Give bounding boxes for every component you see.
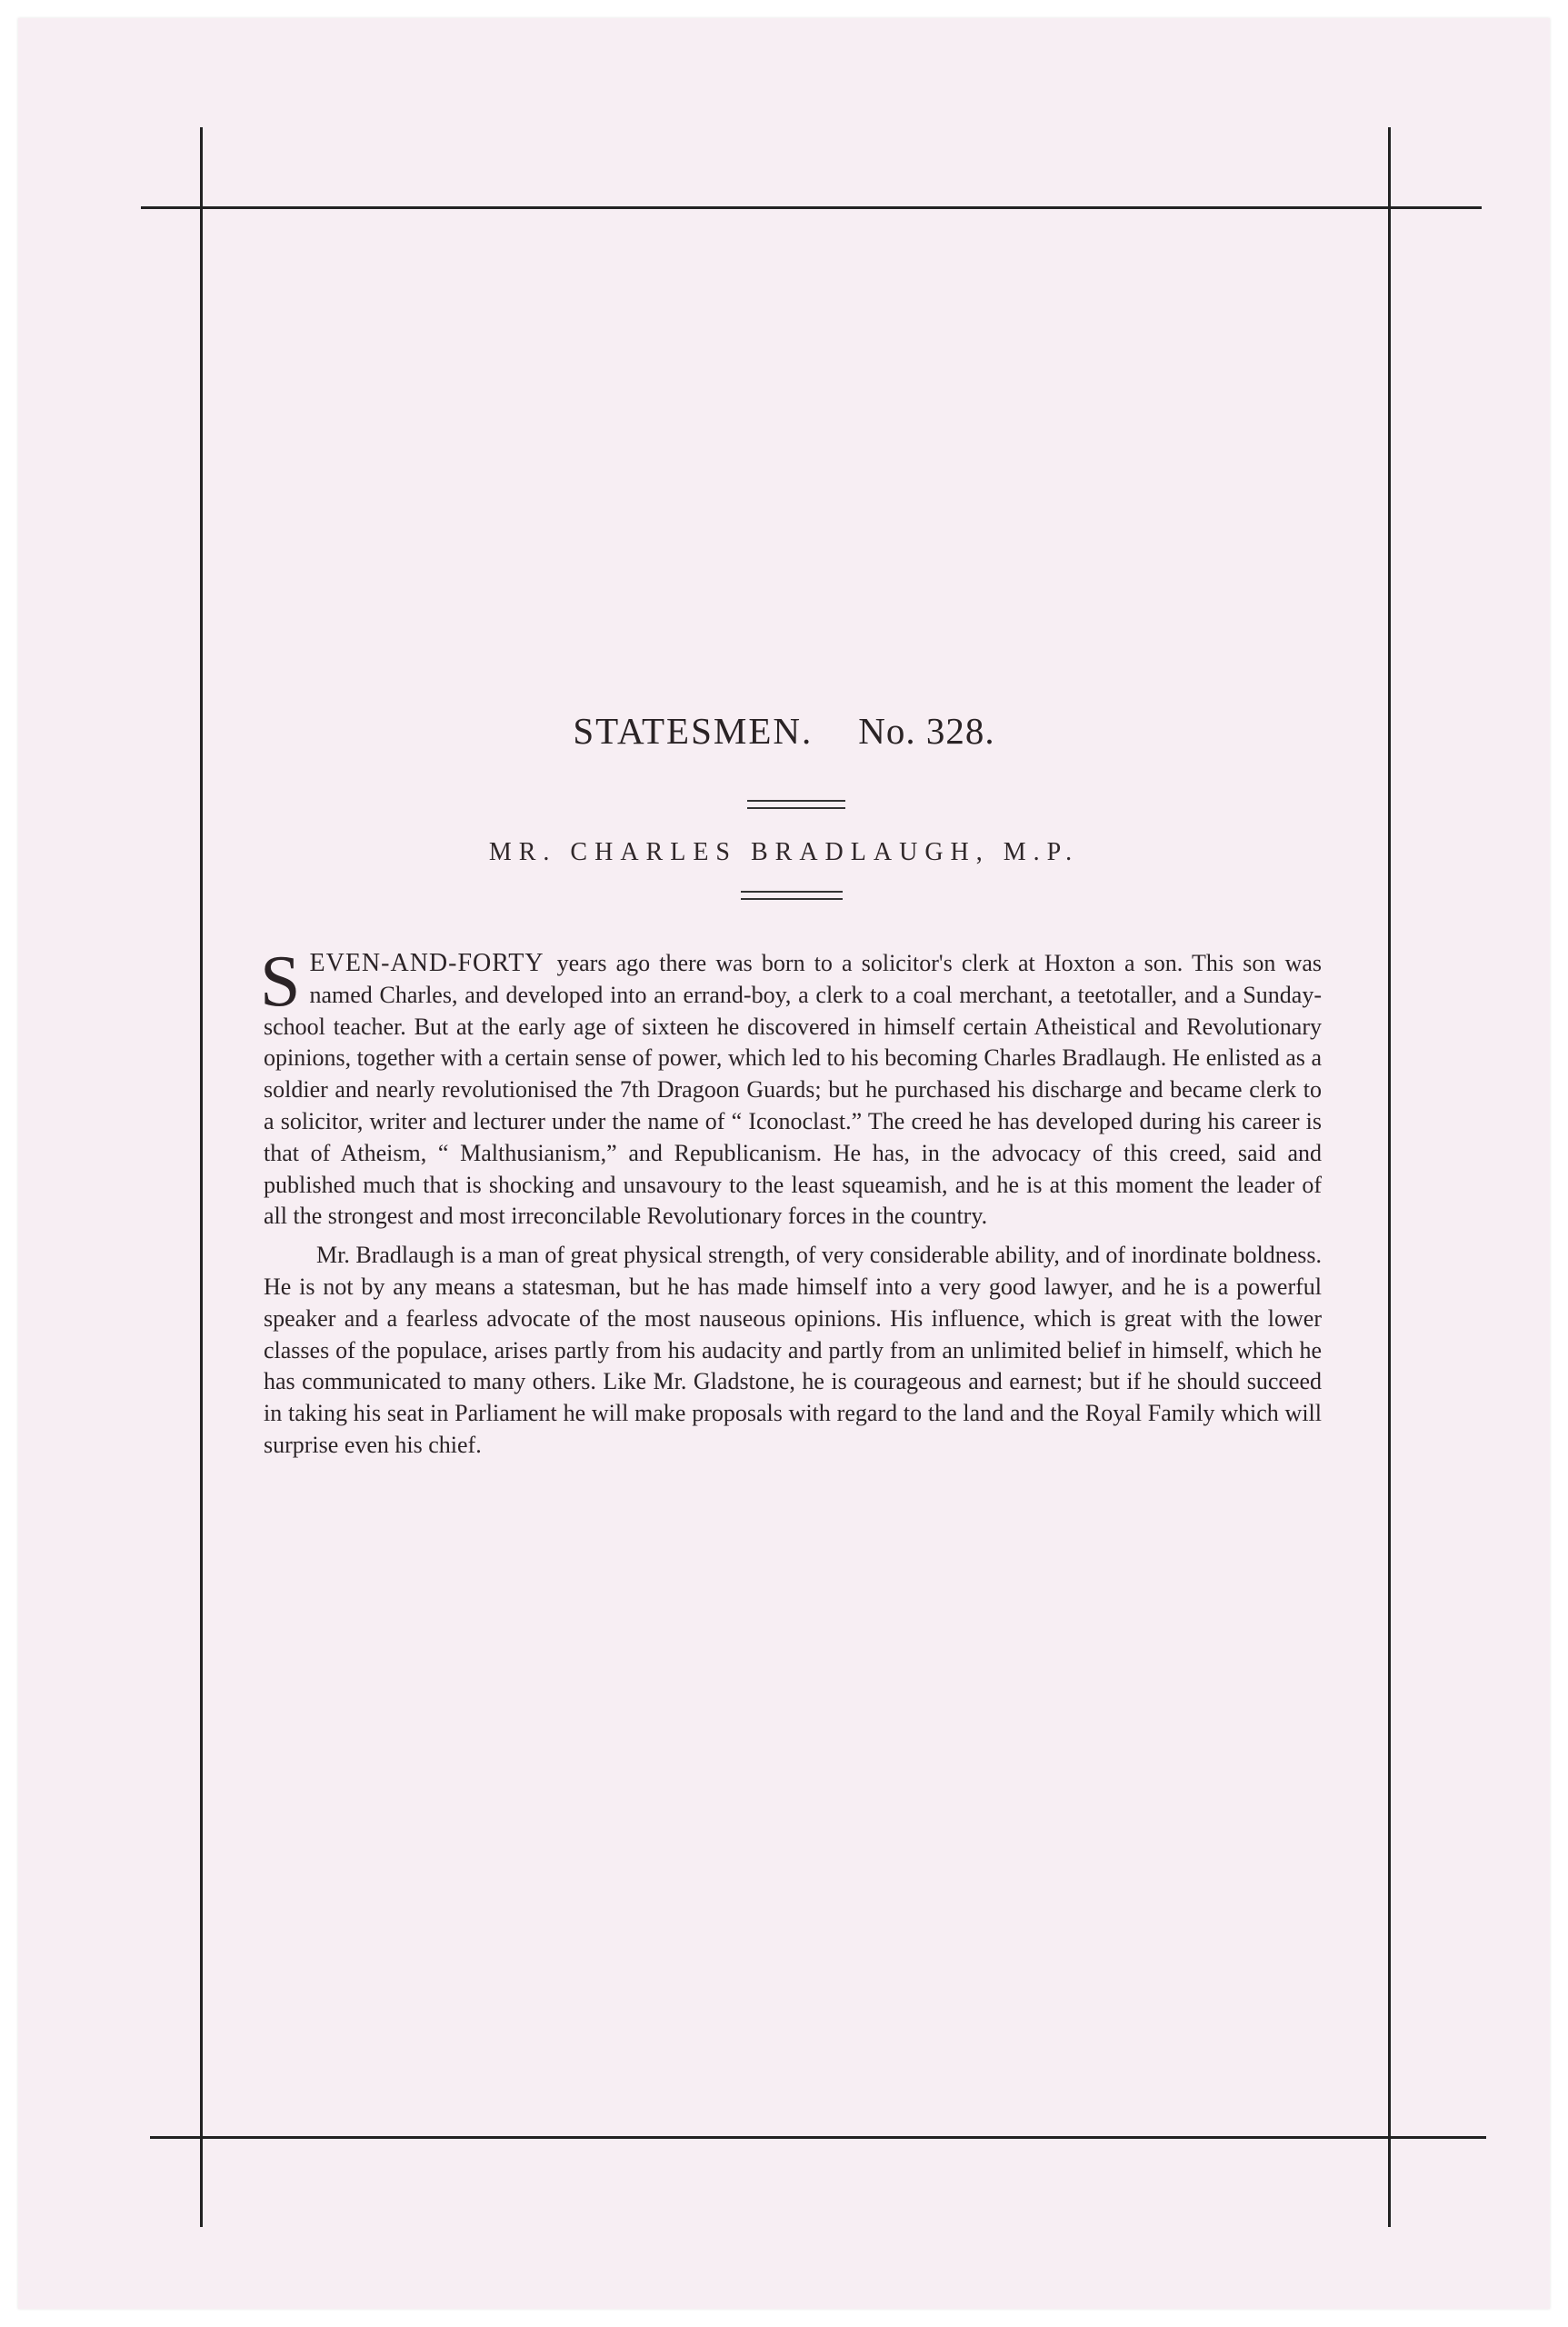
lead-in-caps: EVEN-AND-FORTY bbox=[309, 949, 544, 977]
ornamental-double-rule-lower bbox=[741, 891, 843, 900]
bottom-border-rule bbox=[150, 2136, 1486, 2139]
subject-name: MR. CHARLES BRADLAUGH, M.P. bbox=[488, 838, 1080, 866]
top-border-rule bbox=[141, 206, 1482, 209]
right-border-rule bbox=[1388, 127, 1391, 2227]
left-border-rule bbox=[200, 127, 203, 2227]
page-title bbox=[0, 709, 1568, 753]
article-paragraph-2: Mr. Bradlaugh is a man of great physical strength, of very considerable ability, and of inordinate boldness. He is not by any means a statesman, but he has made himself into a very good lawyer, and he is a powerful speaker and a fearless advocate of the most nauseous opinions. His influence, which is great with the lower classes of the populace, arises partly from his audacity and partly from an unlimited belief in himself, which he has communicated to many others. Like Mr. Gladstone, he is courageous and earnest; but if he should succeed in taking his seat in Parliament he will make proposals with regard to the land and the Royal Family which will surprise even his chief. bbox=[264, 1242, 1322, 1458]
drop-cap: S bbox=[260, 942, 301, 1022]
paragraph-1-text: years ago there was born to a solicitor's clerk at Hoxton a son. This son was named Charles, and developed into an errand-boy, a clerk to a coal merchant, a teetotaller, and a Sunday-school teacher. But at the early age of sixteen he discovered in himself certain Atheistical and Revolutionary opinions, together with a certain sense of power, which led to his becoming Charles Bradlaugh. He enlisted as a soldier and nearly revolutionised the 7th Dragoon Guards; but he purchased his discharge and became clerk to a solicitor, writer and lecturer under the name of “ Iconoclast.” The creed he has developed during his career is that of Atheism, “ Malthusianism,” and Republicanism. He has, in the advocacy of this creed, said and published much that is shocking and unsavoury to the least squeamish, and he is at this moment the leader of all the strongest and most irreconcilable Revolutionary forces in the country. bbox=[264, 950, 1322, 1230]
series-title: STATESMEN. bbox=[573, 710, 814, 752]
ornamental-double-rule-upper bbox=[747, 800, 845, 809]
series-number: No. 328. bbox=[858, 710, 995, 752]
article-paragraph-1 bbox=[260, 942, 1322, 1233]
article-body bbox=[260, 942, 1322, 1462]
